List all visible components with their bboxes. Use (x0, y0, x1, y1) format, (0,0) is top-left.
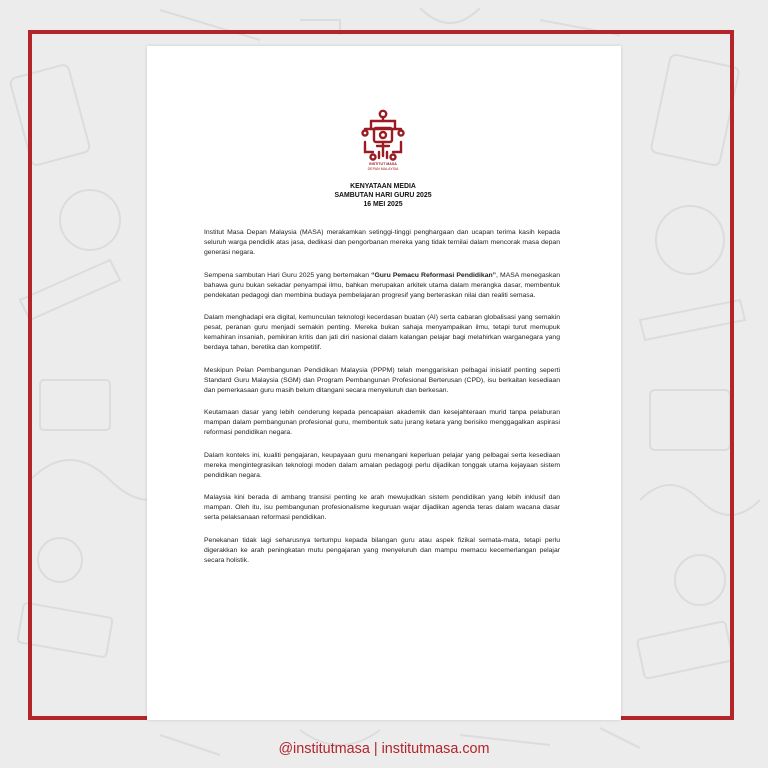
paragraph-8: Penekanan tidak lagi seharusnya tertumpu kepada bilangan guru atau aspek fizikal semata-mata, tetapi perlu digerakkan ke arah peningkatan mutu pengajaran yang menyeluruh dan mampu memacu kecemerlangan pelajar secara holistik. (204, 536, 560, 564)
logo-wordmark (349, 162, 417, 171)
footer-handle-website[interactable]: @institutmasa | institutmasa.com (278, 741, 490, 757)
paragraph-2-rest: , MASA menegaskan bahawa guru bukan sekadar penyampai ilmu, bahkan merupakan arkitek utama dalam merangka dasar, membentuk pendekatan pedagogi dan membina budaya pembelajaran progresif yang berteraskan nilai dan realiti semasa. (204, 271, 560, 299)
document-body (204, 228, 560, 578)
logo-name: INSTITUT MASA (369, 162, 397, 166)
logo-subtitle: DEPAN MALAYSIA (367, 166, 399, 171)
paragraph-2 (204, 271, 560, 301)
paragraph-2-intro: Sempena sambutan Hari Guru 2025 yang bertemakan (204, 271, 372, 279)
heading-event-title: SAMBUTAN HARI GURU 2025 (334, 192, 432, 199)
paragraph-4: Meskipun Pelan Pembangunan Pendidikan Malaysia (PPPM) telah menggariskan pelbagai inisiatif penting seperti Standard Guru Malaysia (SGM) dan Program Pembangunan Profesional Berterusan (CPD), isu berkaitan kesediaan dan pemerkasaan guru masih belum ditangani secara menyeluruh dan berkesan. (204, 366, 560, 394)
paragraph-6: Dalam konteks ini, kualiti pengajaran, keupayaan guru menangani keperluan pelajar yang pelbagai serta kesediaan mereka mengintegrasikan teknologi moden dalam amalan pedagogi perlu dijadikan tonggak utama kejayaan sistem pendidikan negara. (204, 451, 560, 479)
press-release-page (147, 46, 621, 720)
heading-date: 16 MEI 2025 (363, 201, 403, 208)
masa-emblem-icon (359, 108, 407, 162)
paragraph-5: Keutamaan dasar yang lebih cenderung kepada pencapaian akademik dan kesejahteraan murid tanpa pelaburan mampan dalam pembangunan profesional guru, membentuk satu jurang ketara yang berisiko menggagalkan aspirasi reformasi pendidikan negara. (204, 409, 560, 436)
paragraph-7: Malaysia kini berada di ambang transisi penting ke arah mewujudkan sistem pendidikan yang lebih inklusif dan mampan. Oleh itu, isu pembangunan profesionalisme keguruan wajar dijadikan agenda teras dalam wacana dasar serta pelaksanaan reformasi pendidikan. (204, 494, 560, 521)
institut-masa-logo (359, 108, 407, 176)
heading-media-statement: KENYATAAN MEDIA (350, 183, 416, 190)
paragraph-1: Institut Masa Depan Malaysia (MASA) merakamkan setinggi-tinggi penghargaan dan ucapan terima kasih kepada seluruh warga pendidik atas jasa, dedikasi dan pengorbanan mereka yang tidak ternilai dalam mencorak masa depan generasi negara. (204, 229, 560, 256)
paragraph-2-theme: “Guru Pemacu Reformasi Pendidikan” (371, 271, 497, 279)
document-heading (187, 182, 579, 209)
paragraph-3: Dalam menghadapi era digital, kemunculan teknologi kecerdasan buatan (AI) serta cabaran globalisasi yang semakin pesat, peranan guru menjadi semakin penting. Mereka bukan sahaja menyampaikan ilmu, tetapi turut memupuk kemahiran insaniah, pemikiran kritis dan jati diri nasional dalam kalangan pelajar bagi melahirkan warganegara yang berdaya tahan, beretika dan kompetitif. (204, 314, 560, 351)
